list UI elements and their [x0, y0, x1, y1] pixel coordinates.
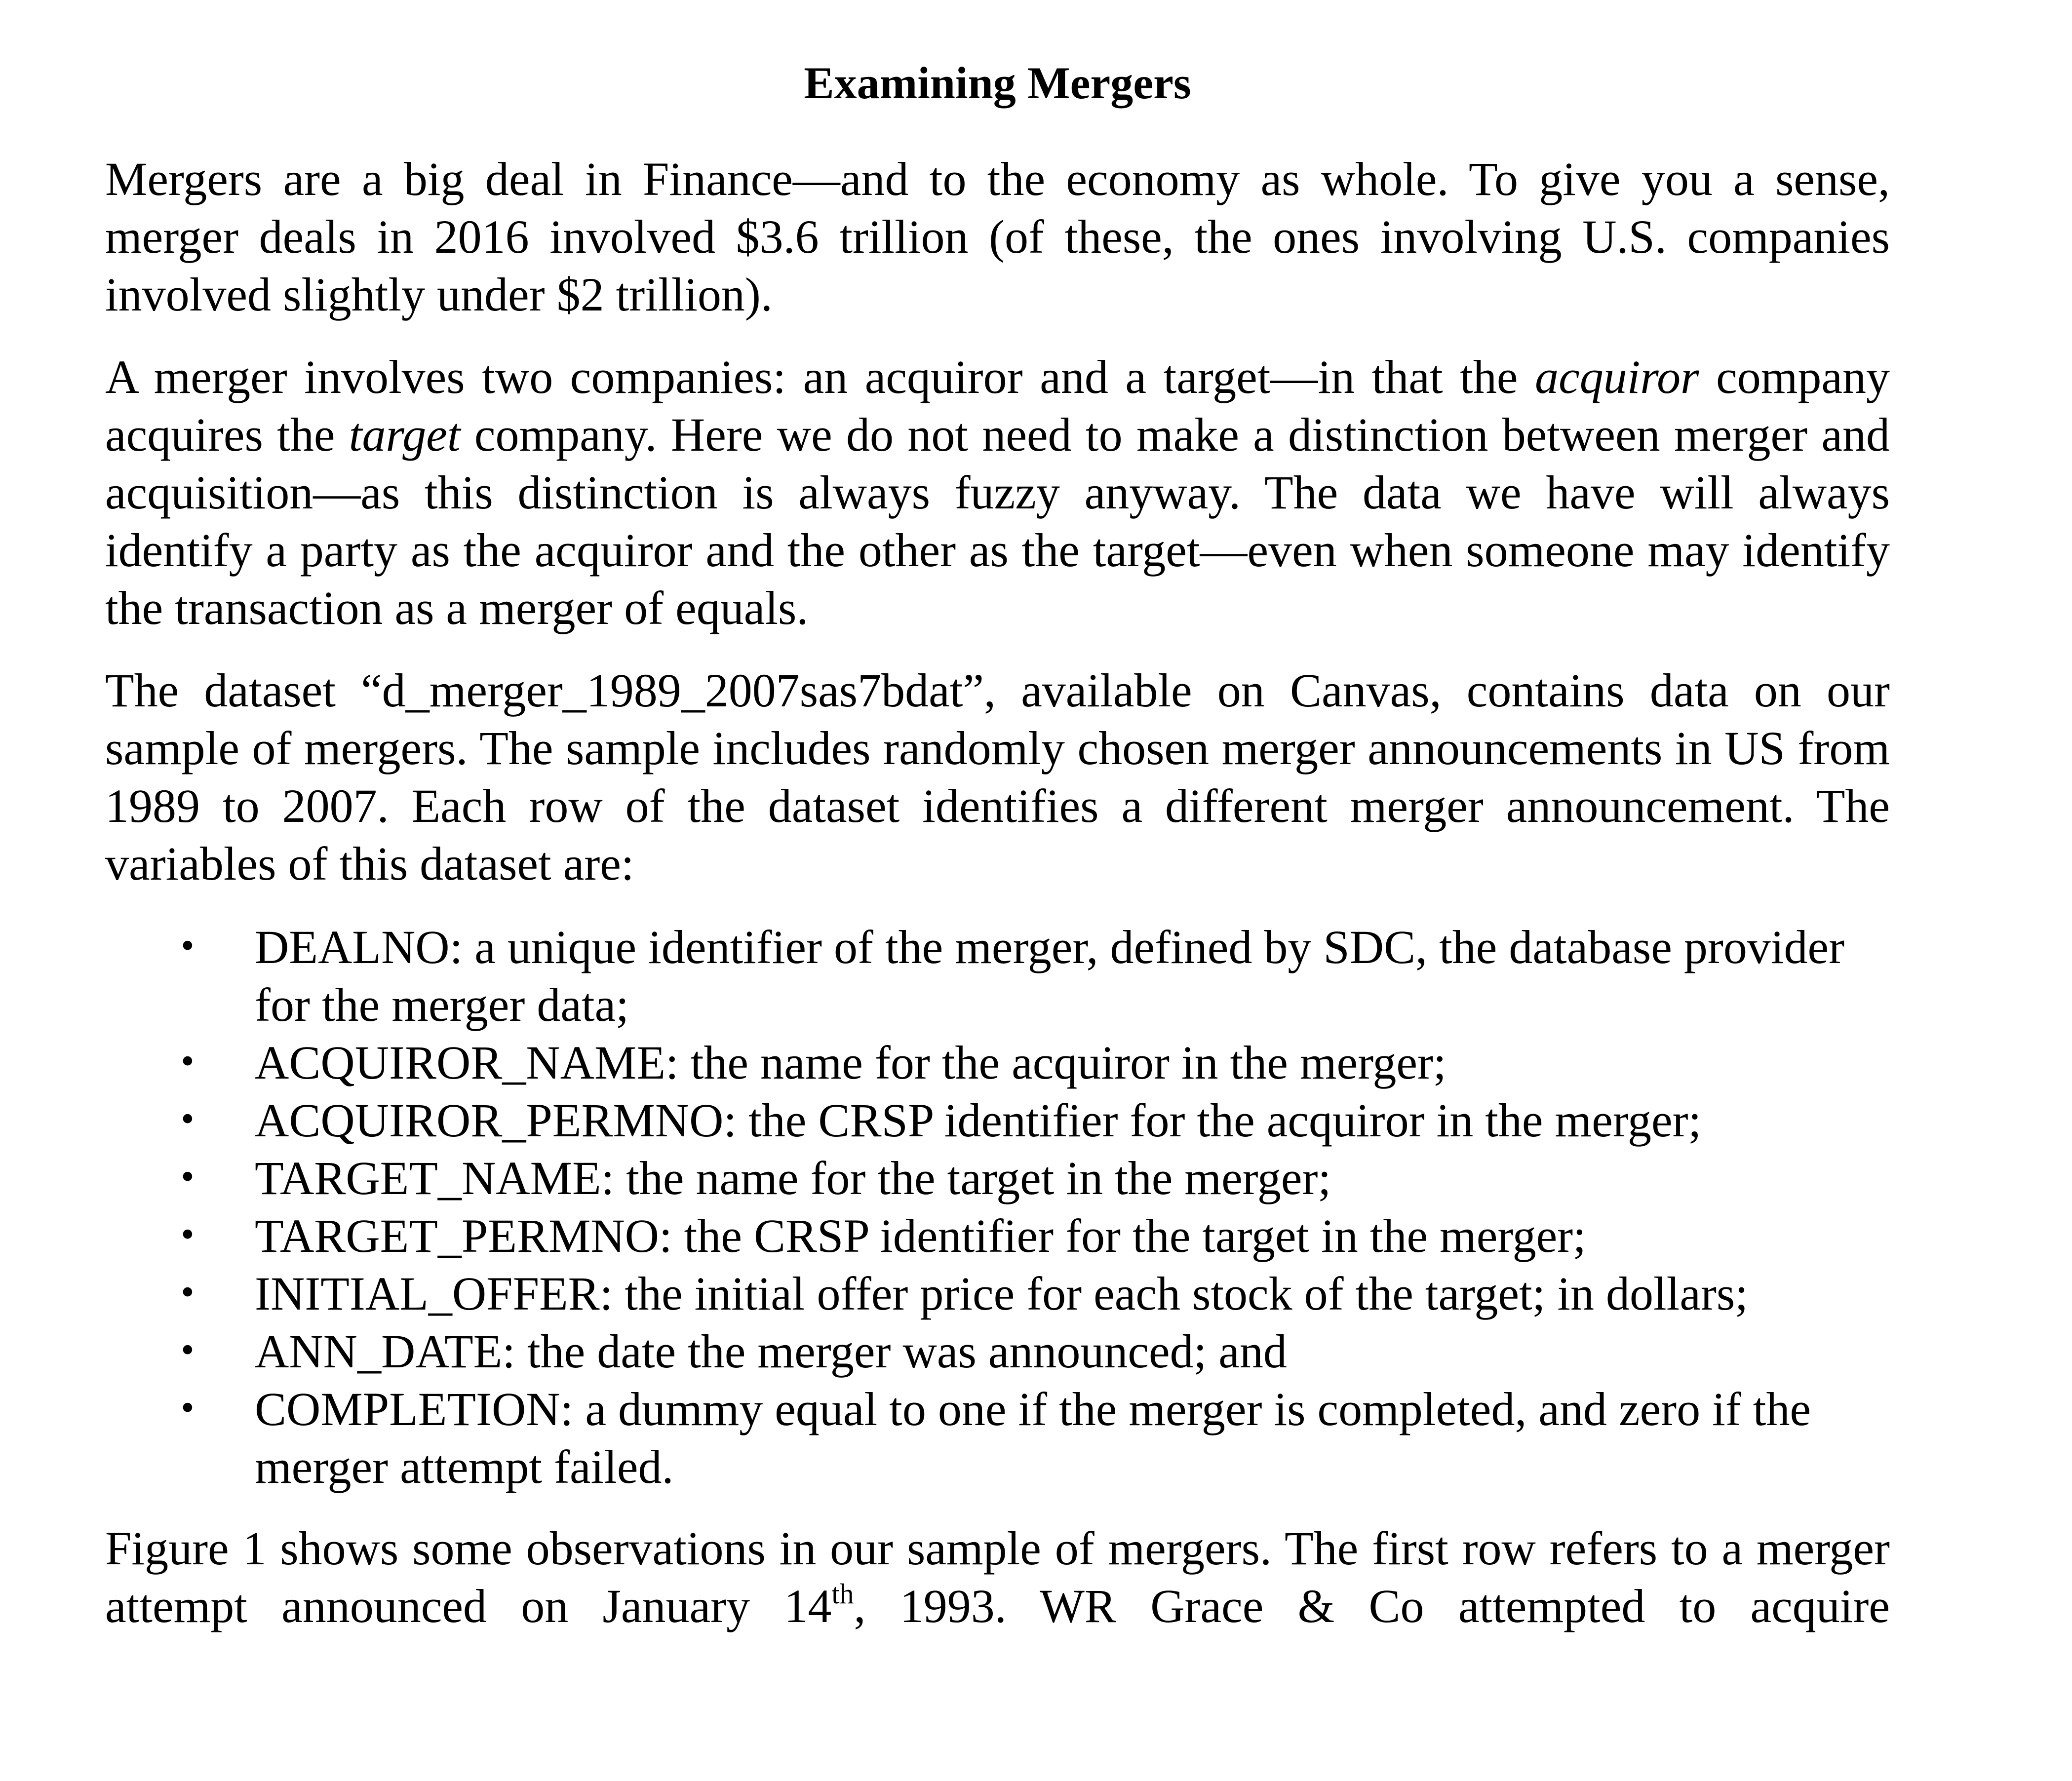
list-item: [105, 1265, 1890, 1322]
definition-text-b: company acquires the: [105, 350, 1890, 461]
variable-dealno: DEALNO: a unique identifier of the merger, defined by SDC, the database provider for the merger data;: [255, 921, 1845, 1031]
figure-paragraph: [105, 1519, 1890, 1635]
figure-text-a: Figure 1 shows some observations in our sample of mergers. The first row refers to a merger attempt announced on January 14: [105, 1522, 1890, 1632]
figure-text-b: , 1993. WR Grace & Co attempted to acquire: [854, 1580, 1890, 1632]
list-item: [105, 1207, 1890, 1265]
list-item: [105, 918, 1890, 1034]
bullet-icon: •: [178, 1044, 197, 1081]
page-title: Examining Mergers: [804, 58, 1191, 108]
variable-initial-offer: INITIAL_OFFER: the initial offer price for each stock of the target; in dollars;: [255, 1267, 1748, 1320]
variable-acquiror-permno: ACQUIROR_PERMNO: the CRSP identifier for the acquiror in the merger;: [255, 1094, 1702, 1147]
variables-list: [105, 918, 1890, 1496]
dataset-paragraph: The dataset “d_merger_1989_2007sas7bdat”, available on Canvas, contains data on our sample of mergers. The sample includes randomly chosen merger announcements in US from 1989 to 2007. Each row of the dataset identifies a different merger announcement. The variables of this dataset are:: [105, 664, 1890, 890]
definition-paragraph: [105, 348, 1890, 637]
ordinal-superscript: th: [831, 1578, 854, 1610]
variable-acquiror-name: ACQUIROR_NAME: the name for the acquiror in the merger;: [255, 1036, 1446, 1089]
acquiror-italic: acquiror: [1535, 350, 1699, 403]
target-italic: target: [349, 408, 461, 461]
list-item: [105, 1380, 1890, 1496]
bullet-icon: •: [178, 1160, 197, 1196]
variable-completion: COMPLETION: a dummy equal to one if the merger is completed, and zero if the merger attempt failed.: [255, 1383, 1811, 1493]
list-item: [105, 1091, 1890, 1149]
definition-text-a: A merger involves two companies: an acquiror and a target—in that the: [105, 350, 1535, 403]
bullet-icon: •: [178, 1391, 197, 1427]
variable-target-permno: TARGET_PERMNO: the CRSP identifier for the target in the merger;: [255, 1209, 1586, 1262]
variable-target-name: TARGET_NAME: the name for the target in the merger;: [255, 1152, 1331, 1204]
document-page: [105, 55, 1890, 1635]
bullet-icon: •: [178, 1102, 197, 1138]
list-item: [105, 1034, 1890, 1091]
bullet-icon: •: [178, 1217, 197, 1254]
intro-paragraph: Mergers are a big deal in Finance—and to the economy as whole. To give you a sense, merger deals in 2016 involved $3.6 trillion (of these, the ones involving U.S. companies involved slightly under $2 trillion).: [105, 153, 1890, 321]
bullet-icon: •: [178, 1333, 197, 1369]
definition-text-c: company. Here we do not need to make a distinction between merger and acquisition—as this distinction is always fuzzy anyway. The data we have will always identify a party as the acquiror and the other as the target—even when someone may identify the transaction as a merger of equals.: [105, 408, 1890, 634]
list-item: [105, 1322, 1890, 1380]
variable-ann-date: ANN_DATE: the date the merger was announced; and: [255, 1325, 1287, 1378]
bullet-icon: •: [178, 1275, 197, 1312]
list-item: [105, 1149, 1890, 1207]
bullet-icon: •: [178, 929, 197, 965]
